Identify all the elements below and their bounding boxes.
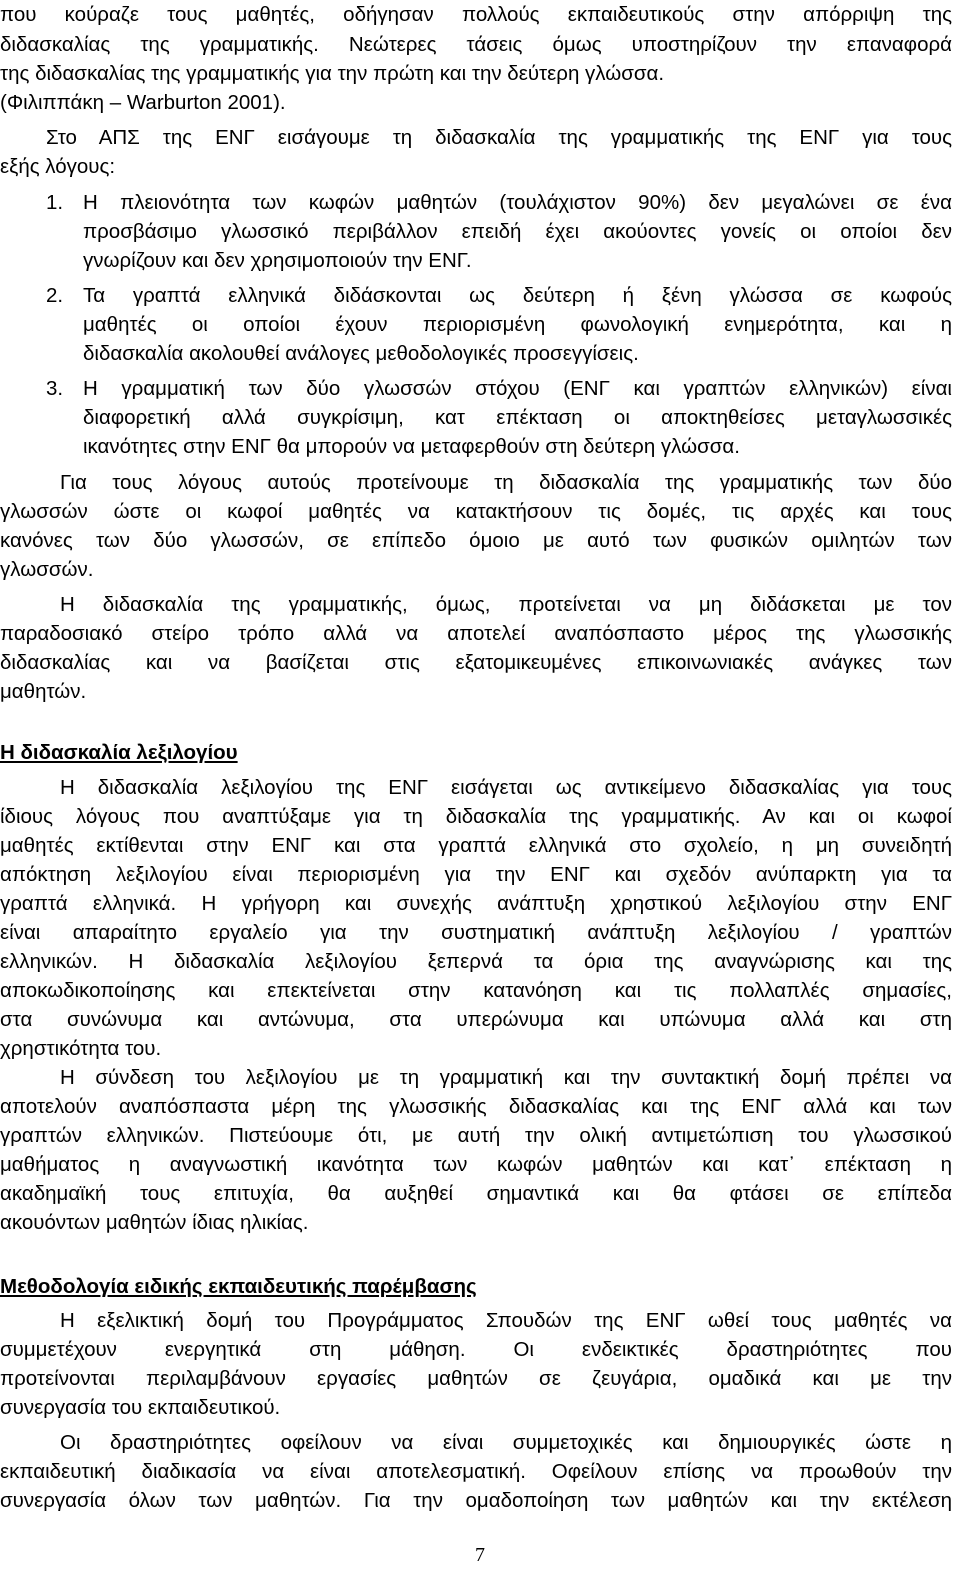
text-line: κανόνες των δύο γλωσσών, σε επίπεδο όμοιο με αυτό των φυσικών ομιλητών των: [0, 529, 952, 552]
text-line: εξής λόγους:: [0, 155, 116, 178]
text-line: συμμετέχουν ενεργητικά στη μάθηση. Οι ενδεικτικές δραστηριότητες που: [0, 1338, 952, 1361]
list-item-text: ικανότητες στην ΕΝΓ θα μπορούν να μεταφερθούν στη δεύτερη γλώσσα.: [83, 435, 740, 458]
list-item-text: γνωρίζουν και δεν χρησιμοποιούν την ΕΝΓ.: [83, 249, 472, 272]
text-line: γραπτά ελληνικά. Η γρήγορη και συνεχής ανάπτυξη χρηστικού λεξιλογίου στην ΕΝΓ: [0, 892, 952, 915]
text-line: Στο ΑΠΣ της ΕΝΓ εισάγουμε τη διδασκαλία της γραμματικής της ΕΝΓ για τους: [46, 126, 952, 149]
text-line: ελληνικών. Η διδασκαλία λεξιλογίου ξεπερνά τα όρια της αναγνώρισης και της: [0, 950, 952, 973]
text-line: ακουόντων μαθητών ίδιας ηλικίας.: [0, 1211, 309, 1234]
text-line: που κούραζε τους μαθητές, οδήγησαν πολλούς εκπαιδευτικούς στην απόρριψη της: [0, 3, 952, 26]
text-line: Η διδασκαλία της γραμματικής, όμως, προτείνεται να μη διδάσκεται με τον: [60, 593, 952, 616]
text-line: χρηστικότητα του.: [0, 1037, 162, 1060]
page-number: 7: [475, 1544, 485, 1566]
text-line: γλωσσών ώστε οι κωφοί μαθητές να κατακτήσουν τις δομές, τις αρχές και τους: [0, 500, 952, 523]
list-item-text: διδασκαλία ακολουθεί ανάλογες μεθοδολογικές προσεγγίσεις.: [83, 342, 639, 365]
text-line: γραπτών ελληνικών. Πιστεύουμε ότι, με αυτή την ολική αντιμετώπιση του γλωσσικού: [0, 1124, 952, 1147]
text-line: Η διδασκαλία λεξιλογίου της ΕΝΓ εισάγεται ως αντικείμενο διδασκαλίας για τους: [60, 776, 952, 799]
text-line: Οι δραστηριότητες οφείλουν να είναι συμμετοχικές και δημιουργικές ώστε η: [60, 1431, 952, 1454]
text-line: στα συνώνυμα και αντώνυμα, στα υπερώνυμα και υπώνυμα αλλά και στη: [0, 1008, 952, 1031]
text-line: αποκωδικοποίησης και επεκτείνεται στην κατανόηση και τις πολλαπλές σημασίες,: [0, 979, 952, 1002]
section-heading-vocabulary: Η διδασκαλία λεξιλογίου: [0, 741, 238, 764]
text-line: συνεργασία του εκπαιδευτικού.: [0, 1396, 281, 1419]
section-heading-methodology: Μεθοδολογία ειδικής εκπαιδευτικής παρέμβασης: [0, 1275, 477, 1298]
text-line: διδασκαλίας της γραμματικής. Νεώτερες τάσεις όμως υποστηρίζουν την επαναφορά: [0, 33, 952, 56]
list-number: 3.: [46, 377, 64, 400]
text-line: της διδασκαλίας της γραμματικής για την πρώτη και την δεύτερη γλώσσα.: [0, 62, 665, 85]
text-line: αποτελούν αναπόσπαστα μέρη της γλωσσικής διδασκαλίας και της ΕΝΓ αλλά και των: [0, 1095, 952, 1118]
text-line: προτείνονται περιλαμβάνουν εργασίες μαθητών σε ζευγάρια, ομαδικά και με την: [0, 1367, 952, 1390]
text-line: μαθητών.: [0, 680, 87, 703]
list-number: 2.: [46, 284, 64, 307]
text-line: συνεργασία όλων των μαθητών. Για την ομαδοποίηση των μαθητών και την εκτέλεση: [0, 1489, 952, 1512]
list-item-text: Η πλειονότητα των κωφών μαθητών (τουλάχιστον 90%) δεν μεγαλώνει σε ένα: [83, 191, 952, 214]
text-line: είναι απαραίτητο εργαλείο για την συστηματική ανάπτυξη λεξιλογίου / γραπτών: [0, 921, 952, 944]
list-item-text: μαθητές οι οποίοι έχουν περιορισμένη φωνολογική ενημερότητα, και η: [83, 313, 952, 336]
text-line: (Φιλιππάκη – Warburton 2001).: [0, 91, 286, 114]
text-line: μαθήματος η αναγνωστική ικανότητα των κωφών μαθητών και κατ᾽ επέκταση η: [0, 1153, 952, 1176]
text-line: διδασκαλίας και να βασίζεται στις εξατομικευμένες επικοινωνιακές ανάγκες των: [0, 651, 952, 674]
list-item-text: διαφορετική αλλά συγκρίσιμη, κατ επέκταση οι αποκτηθείσες μεταγλωσσικές: [83, 406, 952, 429]
text-line: Για τους λόγους αυτούς προτείνουμε τη διδασκαλία της γραμματικής των δύο: [60, 471, 952, 494]
list-item-text: Τα γραπτά ελληνικά διδάσκονται ως δεύτερη ή ξένη γλώσσα σε κωφούς: [83, 284, 952, 307]
text-line: Η εξελικτική δομή του Προγράμματος Σπουδών της ΕΝΓ ωθεί τους μαθητές να: [60, 1309, 952, 1332]
text-line: γλωσσών.: [0, 558, 94, 581]
text-line: Η σύνδεση του λεξιλογίου με τη γραμματική και την συντακτική δομή πρέπει να: [60, 1066, 952, 1089]
list-item-text: Η γραμματική των δύο γλωσσών στόχου (ΕΝΓ και γραπτών ελληνικών) είναι: [83, 377, 952, 400]
text-line: μαθητές εκτίθενται στην ΕΝΓ και στα γραπτά ελληνικά στο σχολείο, η μη συνειδητή: [0, 834, 952, 857]
text-line: ίδιους λόγους που αναπτύξαμε για τη διδασκαλία της γραμματικής. Αν και οι κωφοί: [0, 805, 952, 828]
text-line: ακαδημαϊκή τους επιτυχία, θα αυξηθεί σημαντικά και θα φτάσει σε επίπεδα: [0, 1182, 952, 1205]
text-line: εκπαιδευτική διαδικασία να είναι αποτελεσματική. Οφείλουν επίσης να προωθούν την: [0, 1460, 952, 1483]
text-line: παραδοσιακό στείρο τρόπο αλλά να αποτελεί αναπόσπαστο μέρος της γλωσσικής: [0, 622, 952, 645]
list-number: 1.: [46, 191, 64, 214]
text-line: απόκτηση λεξιλογίου είναι περιορισμένη για την ΕΝΓ και σχεδόν ανύπαρκτη για τα: [0, 863, 952, 886]
list-item-text: προσβάσιμο γλωσσικό περιβάλλον επειδή έχει ακούοντες γονείς οι οποίοι δεν: [83, 220, 952, 243]
